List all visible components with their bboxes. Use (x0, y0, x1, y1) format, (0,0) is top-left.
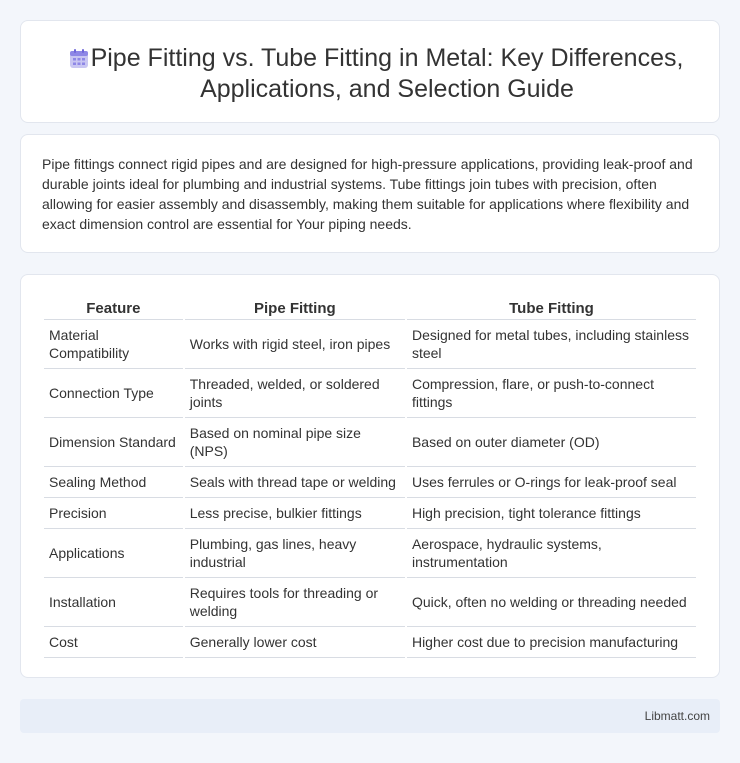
table-header-row (44, 294, 696, 320)
tube-fitting-cell: Designed for metal tubes, including stainless steel (407, 320, 696, 369)
feature-cell: Cost (44, 627, 183, 658)
feature-cell: Precision (44, 498, 183, 529)
pipe-fitting-cell: Works with rigid steel, iron pipes (185, 320, 405, 369)
footer-brand-link[interactable]: Libmatt.com (644, 709, 710, 723)
table-row (44, 529, 696, 578)
feature-cell: Applications (44, 529, 183, 578)
tube-fitting-cell: Quick, often no welding or threading needed (407, 578, 696, 627)
table-row (44, 578, 696, 627)
pipe-fitting-cell: Generally lower cost (185, 627, 405, 658)
page-title: Pipe Fitting vs. Tube Fitting in Metal: Key Differences, Applications, and Selection Guide (90, 44, 684, 103)
pipe-fitting-cell: Requires tools for threading or welding (185, 578, 405, 627)
tube-fitting-cell: Based on outer diameter (OD) (407, 418, 696, 467)
tube-fitting-cell: Higher cost due to precision manufacturing (407, 627, 696, 658)
feature-cell: Dimension Standard (44, 418, 183, 467)
feature-cell: Connection Type (44, 369, 183, 418)
table-row (44, 498, 696, 529)
table-row (44, 627, 696, 658)
column-header-pipe-fitting: Pipe Fitting (185, 294, 405, 320)
tube-fitting-cell: Aerospace, hydraulic systems, instrumentation (407, 529, 696, 578)
feature-cell: Sealing Method (44, 467, 183, 498)
table-row (44, 418, 696, 467)
table-row (44, 320, 696, 369)
intro-card (20, 134, 720, 253)
pipe-fitting-cell: Less precise, bulkier fittings (185, 498, 405, 529)
column-header-feature: Feature (44, 294, 183, 320)
table-row (44, 467, 696, 498)
feature-cell: Installation (44, 578, 183, 627)
comparison-table-card (20, 274, 720, 678)
comparison-table (42, 294, 698, 658)
pipe-fitting-cell: Threaded, welded, or soldered joints (185, 369, 405, 418)
pipe-fitting-cell: Seals with thread tape or welding (185, 467, 405, 498)
tube-fitting-cell: Compression, flare, or push-to-connect fittings (407, 369, 696, 418)
table-row (44, 369, 696, 418)
footer (20, 699, 720, 733)
pipe-fitting-cell: Based on nominal pipe size (NPS) (185, 418, 405, 467)
tube-fitting-cell: High precision, tight tolerance fittings (407, 498, 696, 529)
title-card (20, 20, 720, 123)
column-header-tube-fitting: Tube Fitting (407, 294, 696, 320)
pipe-fitting-cell: Plumbing, gas lines, heavy industrial (185, 529, 405, 578)
feature-cell: Material Compatibility (44, 320, 183, 369)
intro-paragraph: Pipe fittings connect rigid pipes and are designed for high-pressure applications, providing leak-proof and durable joints ideal for plumbing and industrial systems. Tube fittings join tubes with precision, often allowing for easier assembly and disassembly, making them suitable for applications where flexibility and exact dimension control are essential for Your piping needs. (42, 156, 693, 232)
tube-fitting-cell: Uses ferrules or O-rings for leak-proof seal (407, 467, 696, 498)
